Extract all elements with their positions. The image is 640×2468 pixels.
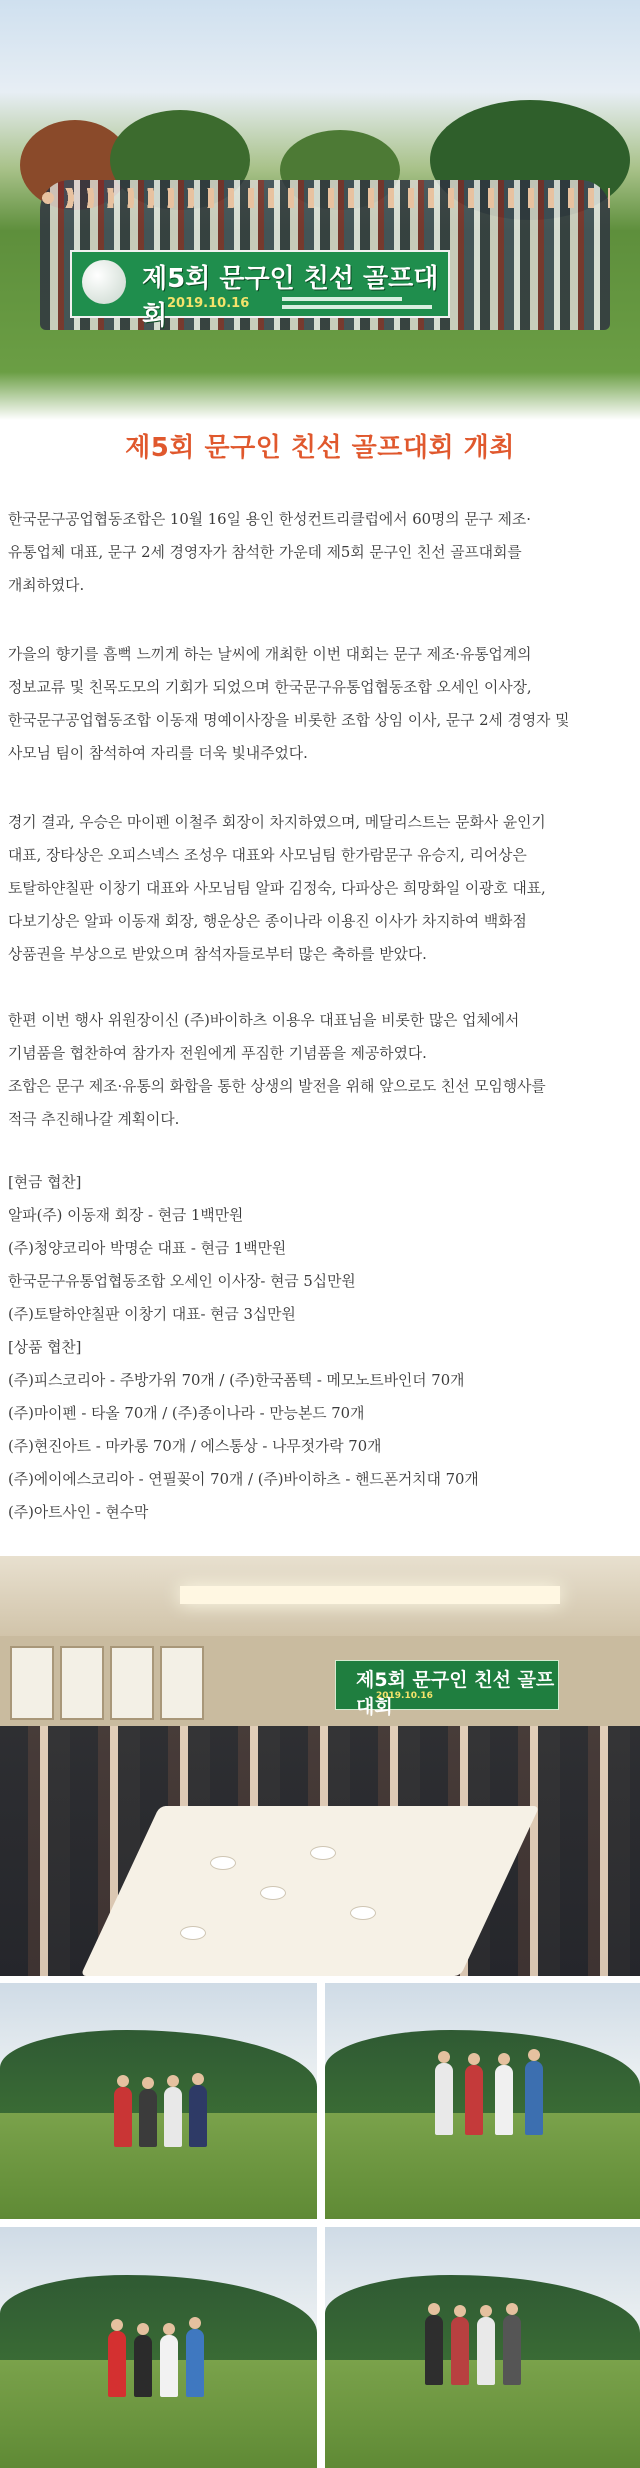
golfer (465, 2065, 483, 2135)
paragraph-line: 유통업체 대표, 문구 2세 경영자가 참석한 가운데 제5회 문구인 친선 골프대회를 (8, 544, 522, 561)
sponsor-item: (주)청양코리아 박명순 대표 - 현금 1백만원 (8, 1240, 287, 1257)
paragraph-line: 상품권을 부상으로 받았으며 참석자들로부터 많은 축하를 받았다. (8, 946, 427, 963)
golf-team-photo (0, 2227, 317, 2468)
paragraph-line: 기념품을 협찬하여 참가자 전원에게 푸짐한 기념품을 제공하였다. (8, 1045, 427, 1062)
golfer-head (438, 2051, 450, 2063)
ceiling-light (180, 1586, 560, 1604)
golfer-head (142, 2077, 154, 2089)
paragraph-line: 한국문구공업협동조합은 10월 16일 용인 한성컨트리클럽에서 60명의 문구 제조· (8, 511, 531, 528)
fairway (0, 2113, 317, 2219)
golfer-head (468, 2053, 480, 2065)
article-paragraph (8, 1004, 632, 1136)
sponsor-item: 알파(주) 이동재 회장 - 현금 1백만원 (8, 1207, 244, 1224)
window (110, 1646, 154, 1720)
paragraph-line: 적극 추진해나갈 계획이다. (8, 1111, 180, 1128)
golfer-head (163, 2323, 175, 2335)
golfer (164, 2087, 182, 2147)
golfer-head (137, 2323, 149, 2335)
paragraph-line: 토탈하얀칠판 이창기 대표와 사모님팀 알파 김정숙, 다파상은 희망화일 이광호 대표, (8, 880, 546, 897)
dining-table (80, 1806, 539, 1976)
sponsor-item: (주)현진아트 - 마카롱 70개 / 에스통상 - 나무젓가락 70개 (8, 1438, 382, 1455)
golfer-head (480, 2305, 492, 2317)
golfer-head (189, 2317, 201, 2329)
plate (260, 1886, 286, 1900)
paragraph-line: 정보교류 및 친목도모의 기회가 되었으며 한국문구유통업협동조합 오세인 이사장, (8, 679, 532, 696)
fairway (0, 2360, 317, 2468)
group-photo (0, 0, 640, 420)
golfer (186, 2329, 204, 2397)
banner-title: 제5회 문구인 친선 골프대회 (142, 264, 439, 331)
golfer-head (111, 2319, 123, 2331)
golfer (495, 2065, 513, 2135)
sponsor-item: (주)토탈하얀칠판 이창기 대표- 현금 3십만원 (8, 1306, 296, 1323)
golfer (189, 2085, 207, 2147)
golf-team-photo (0, 1983, 317, 2219)
sponsor-section-heading: [상품 협찬] (8, 1339, 82, 1356)
sponsor-section-heading: [현금 협찬] (8, 1174, 82, 1191)
sponsor-list (8, 1166, 632, 1529)
golfer (503, 2315, 521, 2385)
golfer-head (454, 2305, 466, 2317)
dinner-banner-title: 제5회 문구인 친선 골프대회 (356, 1669, 555, 1718)
dinner-banner (335, 1660, 559, 1718)
golfer (425, 2315, 443, 2385)
paragraph-line: 한편 이번 행사 위원장이신 (주)바이하츠 이용우 대표님을 비롯한 많은 업체에서 (8, 1012, 520, 1029)
golfer-head (528, 2049, 540, 2061)
sponsor-item: (주)피스코리아 - 주방가위 70개 / (주)한국폼텍 - 메모노트바인더 70개 (8, 1372, 465, 1389)
sponsor-item: (주)마이펜 - 타올 70개 / (주)종이나라 - 만능본드 70개 (8, 1405, 365, 1422)
paragraph-line: 개최하였다. (8, 577, 85, 594)
article-headline: 제5회 문구인 친선 골프대회 개최 (125, 433, 515, 463)
golfer (160, 2335, 178, 2397)
dinner-photo (0, 1556, 640, 1976)
golfer (525, 2061, 543, 2135)
article-paragraph (8, 503, 632, 602)
golfer (139, 2089, 157, 2147)
paragraph-line: 가을의 향기를 흠뻑 느끼게 하는 날씨에 개최한 이번 대회는 문구 제조·유통업계의 (8, 646, 532, 663)
faces-row (40, 188, 610, 208)
paragraph-line: 한국문구공업협동조합 이동재 명예이사장을 비롯한 조합 상임 이사, 문구 2세 경영자 및 (8, 712, 570, 729)
event-banner (70, 250, 450, 331)
golfer (435, 2063, 453, 2135)
golfer (114, 2087, 132, 2147)
golfer-head (506, 2303, 518, 2315)
golf-team-photo (325, 2227, 640, 2468)
article-paragraph (8, 638, 632, 770)
plate (350, 1906, 376, 1920)
paragraph-line: 다보기상은 알파 이동재 회장, 행운상은 종이나라 이용진 이사가 차지하여 백화점 (8, 913, 527, 930)
plate (210, 1856, 236, 1870)
golfer (134, 2335, 152, 2397)
golfer-head (192, 2073, 204, 2085)
window (160, 1646, 204, 1720)
banner-date: 2019.10.16 (167, 296, 250, 311)
golf-ball-icon (82, 260, 126, 304)
golfer (477, 2317, 495, 2385)
golfer-head (428, 2303, 440, 2315)
photo-fade (0, 372, 640, 420)
paragraph-line: 사모님 팀이 참석하여 자리를 더욱 빛내주었다. (8, 745, 308, 762)
sponsor-item: 한국문구유통업협동조합 오세인 이사장- 현금 5십만원 (8, 1273, 356, 1290)
golfer-head (117, 2075, 129, 2087)
golfer-head (167, 2075, 179, 2087)
plate (310, 1846, 336, 1860)
sponsor-item: (주)아트사인 - 현수막 (8, 1504, 149, 1521)
paragraph-line: 조합은 문구 제조·유통의 화합을 통한 상생의 발전을 위해 앞으로도 친선 모임행사를 (8, 1078, 546, 1095)
golfer-head (498, 2053, 510, 2065)
article-paragraph (8, 806, 632, 971)
paragraph-line: 경기 결과, 우승은 마이펜 이철주 회장이 차지하였으며, 메달리스트는 문화사 윤인기 (8, 814, 546, 831)
golfer (451, 2317, 469, 2385)
dinner-banner-date: 2019.10.16 (376, 1691, 433, 1701)
golfer (108, 2331, 126, 2397)
banner-organizer-logo (282, 294, 442, 312)
window (10, 1646, 54, 1720)
plate (180, 1926, 206, 1940)
golf-team-photo (325, 1983, 640, 2219)
window (60, 1646, 104, 1720)
sponsor-item: (주)에이에스코리아 - 연필꽂이 70개 / (주)바이하츠 - 핸드폰거치대 70개 (8, 1471, 479, 1488)
paragraph-line: 대표, 장타상은 오피스넥스 조성우 대표와 사모님팀 한가람문구 유승지, 리어상은 (8, 847, 527, 864)
